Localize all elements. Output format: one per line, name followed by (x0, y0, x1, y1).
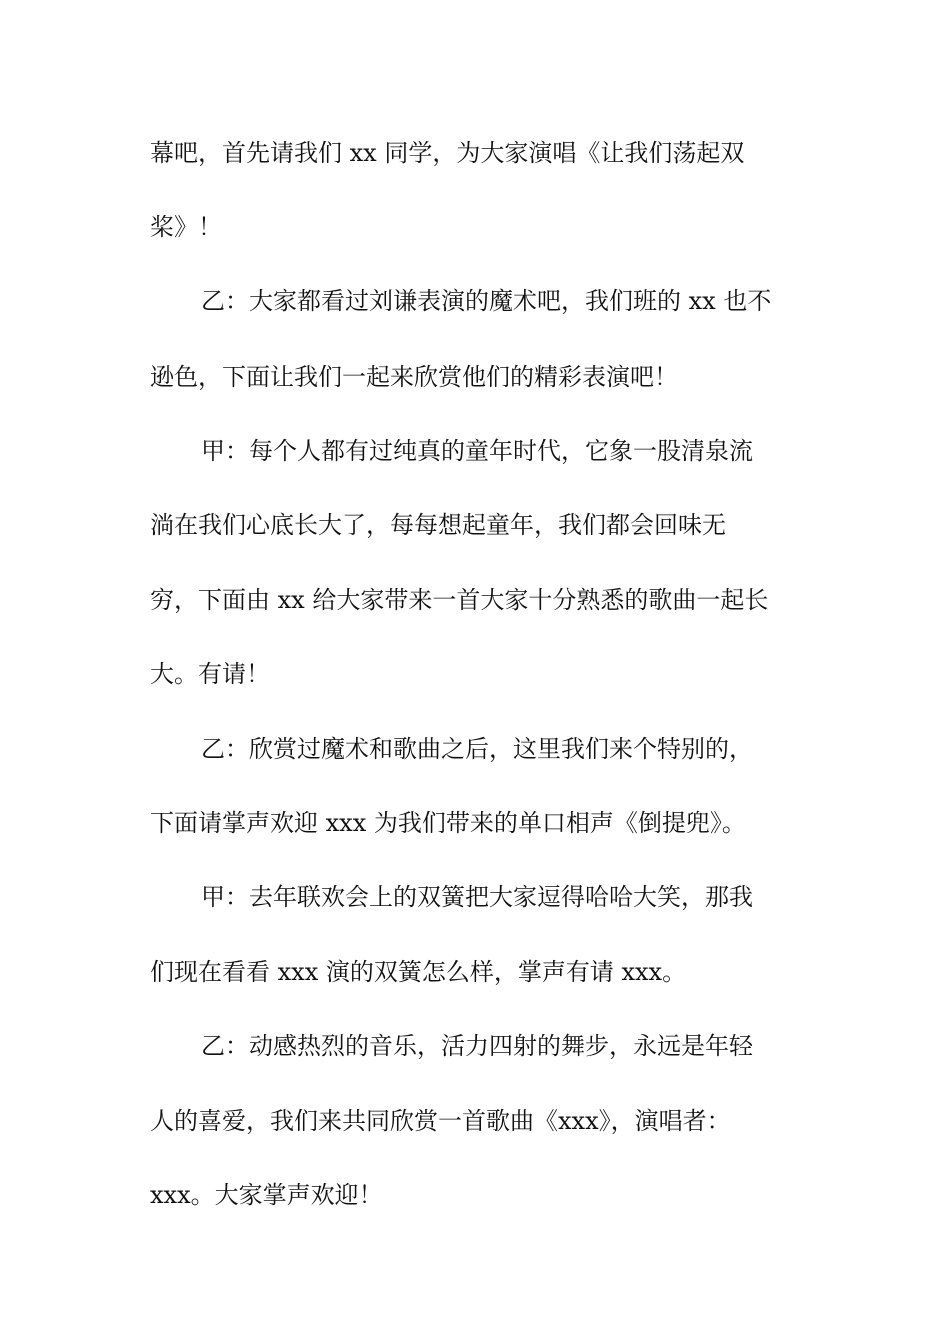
dialogue-line: 甲：每个人都有过纯真的童年时代，它象一股清泉流 (201, 437, 753, 465)
text-line: 桨》！ (150, 213, 222, 241)
text-line: 大。有请！ (150, 660, 270, 688)
text-line: xxx。大家掌声欢迎！ (150, 1181, 383, 1209)
text-line: 淌在我们心底长大了，每每想起童年，我们都会回味无 (150, 511, 726, 539)
dialogue-line: 甲：去年联欢会上的双簧把大家逗得哈哈大笑，那我 (201, 883, 753, 911)
dialogue-line: 乙：欣赏过魔术和歌曲之后，这里我们来个特别的， (201, 735, 753, 763)
dialogue-line: 乙：大家都看过刘谦表演的魔术吧，我们班的 xx 也不 (201, 287, 772, 315)
text-line: 幕吧，首先请我们 xx 同学，为大家演唱《让我们荡起双 (150, 139, 745, 167)
text-line: 逊色，下面让我们一起来欣赏他们的精彩表演吧！ (150, 363, 678, 391)
text-line: 们现在看看 xxx 演的双簧怎么样，掌声有请 xxx。 (150, 958, 687, 986)
dialogue-line: 乙：动感热烈的音乐，活力四射的舞步，永远是年轻 (201, 1032, 753, 1060)
text-line: 下面请掌声欢迎 xxx 为我们带来的单口相声《倒提兜》。 (150, 809, 746, 837)
text-line: 穷，下面由 xx 给大家带来一首大家十分熟悉的歌曲一起长 (150, 586, 769, 614)
text-line: 人的喜爱，我们来共同欣赏一首歌曲《xxx》，演唱者： (150, 1107, 731, 1135)
